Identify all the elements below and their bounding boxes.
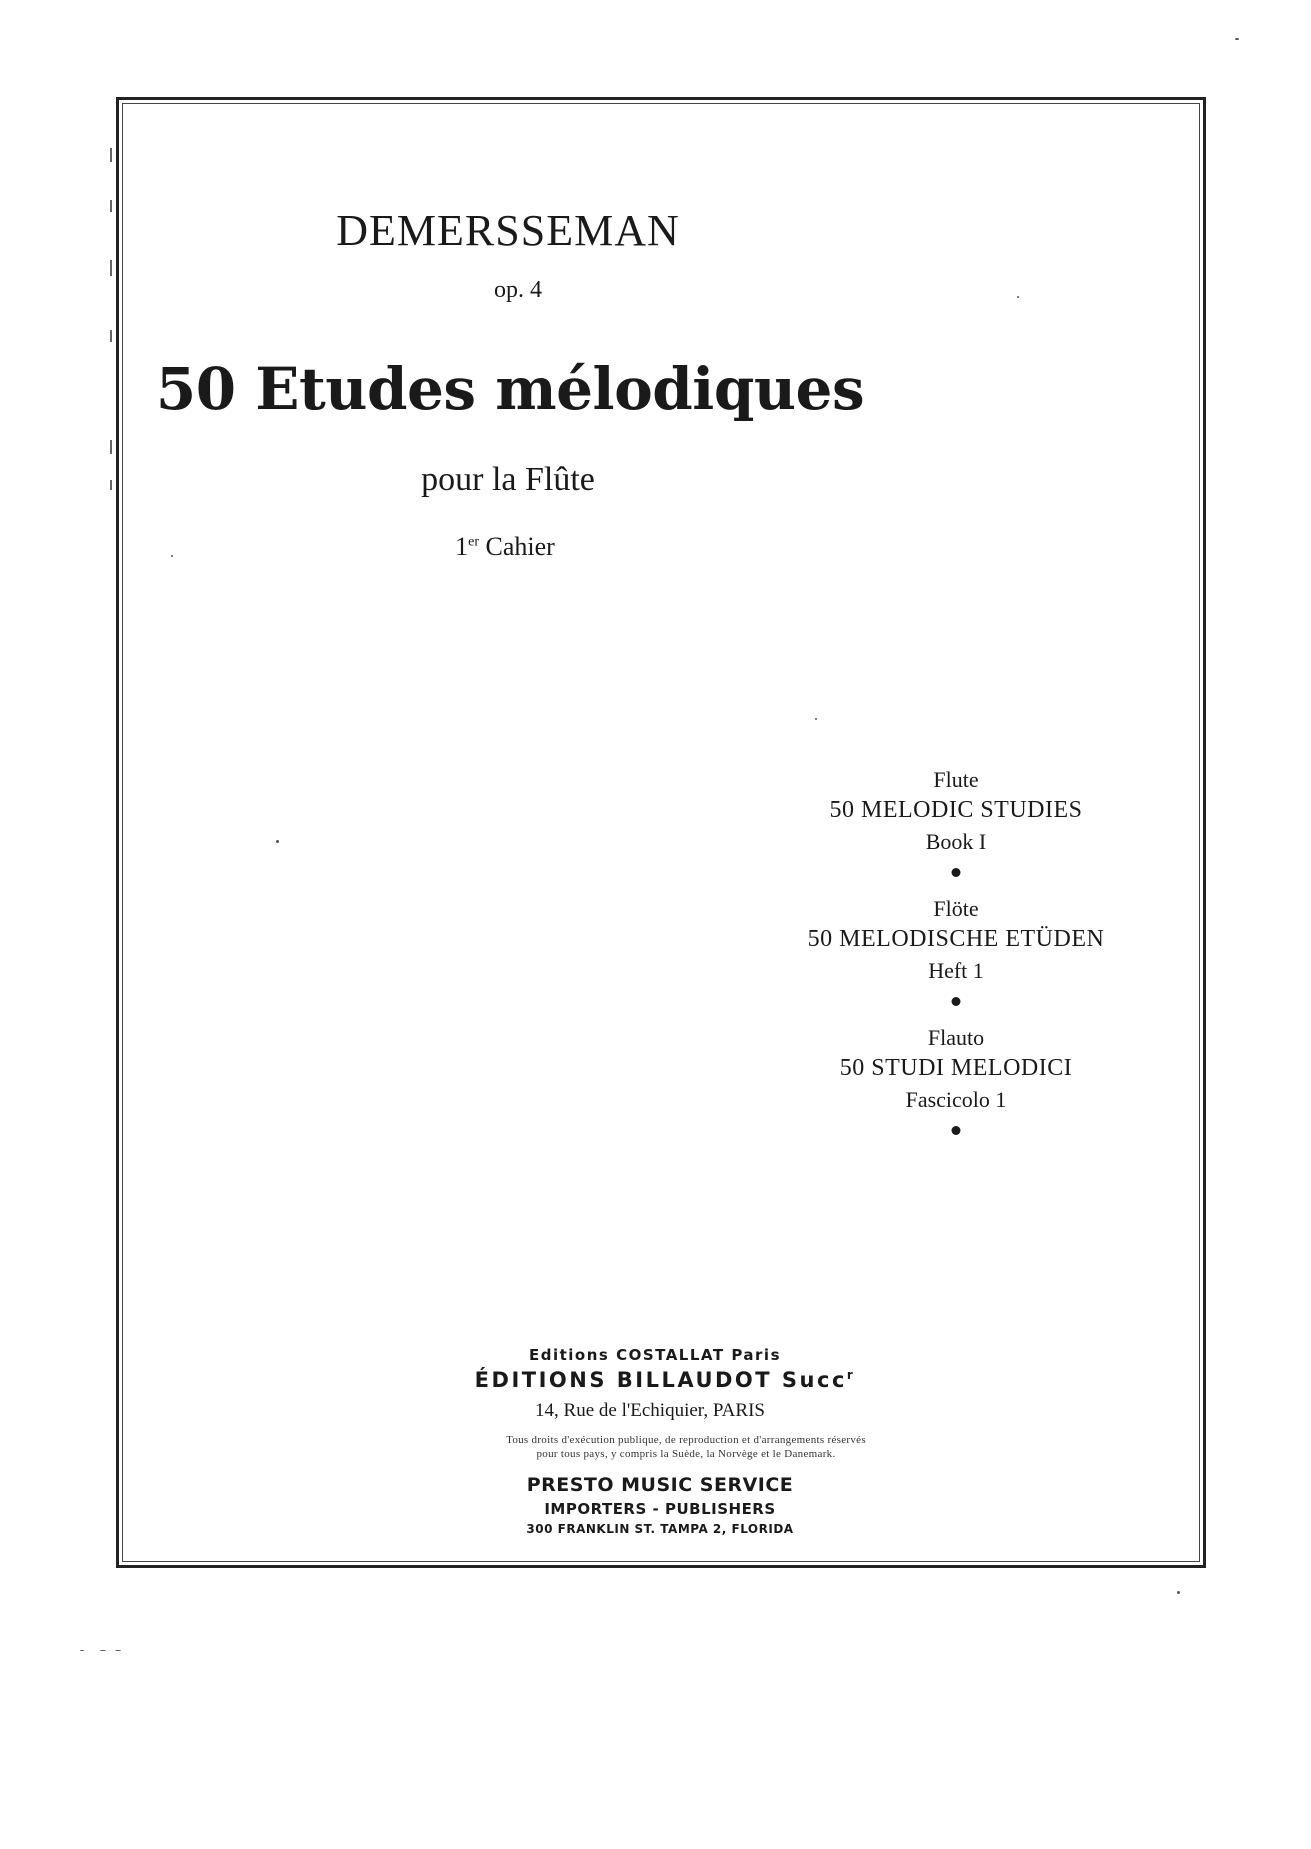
translation-instrument: Flöte — [933, 896, 979, 921]
work-subtitle: pour la Flûte — [421, 461, 595, 498]
translation-title: 50 STUDI MELODICI — [839, 1055, 1073, 1081]
cahier-number: 1 — [455, 532, 469, 561]
publisher-name: ÉDITIONS BILLAUDOT Succ — [474, 1368, 847, 1392]
cahier-label — [455, 532, 555, 562]
publisher-address: 14, Rue de l'Echiquier, PARIS — [535, 1400, 765, 1421]
composer-name: DEMERSSEMAN — [336, 206, 680, 255]
publisher-line-2 — [475, 1368, 856, 1392]
translation-instrument: Flute — [933, 767, 979, 792]
publisher-sup: r — [846, 1368, 856, 1382]
bullet-separator — [952, 997, 961, 1006]
rights-notice-line-1: Tous droits d'exécution publique, de reproduction et d'arrangements réservés — [506, 1434, 866, 1446]
page-border-inner — [122, 103, 1200, 1562]
translation-volume: Fascicolo 1 — [905, 1087, 1007, 1112]
rights-notice-line-2: pour tous pays, y compris la Suède, la Norvège et le Danemark. — [536, 1448, 836, 1460]
bullet-separator — [952, 868, 961, 877]
distributor-tagline: IMPORTERS - PUBLISHERS — [544, 1500, 776, 1518]
cahier-word: Cahier — [485, 532, 555, 561]
publisher-line-1: Editions COSTALLAT Paris — [528, 1346, 782, 1364]
work-title: 50 Etudes mélodiques — [155, 355, 865, 423]
cahier-ordinal: er — [468, 534, 480, 550]
opus-number: op. 4 — [494, 277, 542, 303]
distributor-address: 300 FRANKLIN ST. TAMPA 2, FLORIDA — [526, 1522, 794, 1536]
translation-volume: Heft 1 — [928, 958, 984, 983]
translation-title: 50 MELODISCHE ETÜDEN — [807, 926, 1105, 952]
translation-title: 50 MELODIC STUDIES — [829, 797, 1083, 823]
translation-volume: Book I — [925, 829, 987, 854]
translation-instrument: Flauto — [927, 1025, 985, 1050]
distributor-name: PRESTO MUSIC SERVICE — [526, 1474, 794, 1496]
bullet-separator — [952, 1126, 961, 1135]
